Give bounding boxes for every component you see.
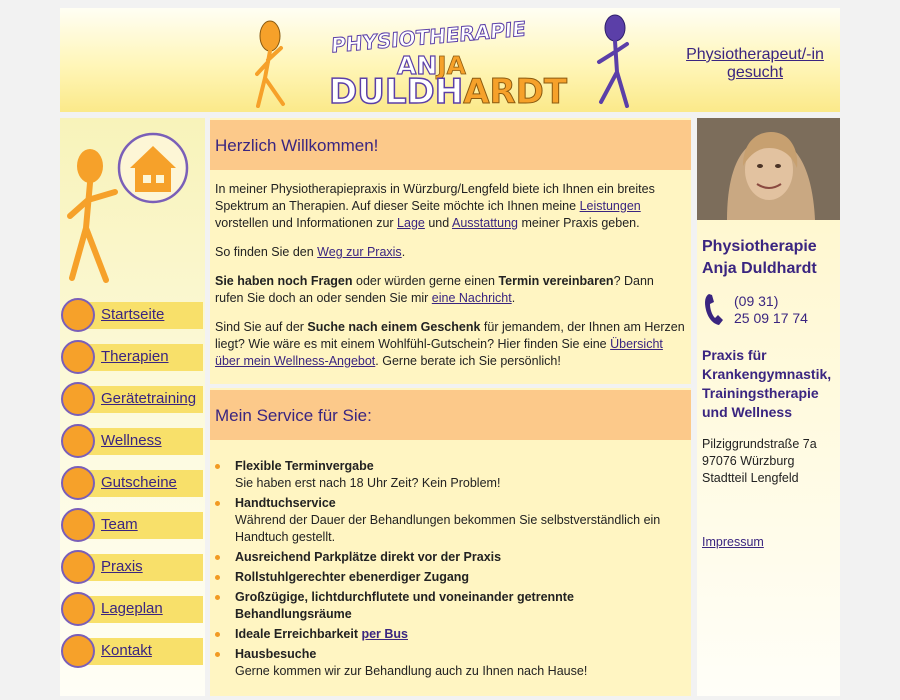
stick-figure-right-icon [599,15,627,106]
left-sidebar [60,118,205,696]
list-item: Flexible Terminvergabe Sie haben erst nach 18 Uhr Zeit? Kein Problem! [235,458,685,492]
link-nachricht[interactable]: eine Nachricht [431,291,512,305]
logo-firstname: ANJA [397,51,466,80]
practice-name: Physiotherapie Anja Duldhardt [702,238,817,277]
job-offer-link[interactable]: Physiotherapeut/-in gesucht [686,46,824,81]
right-sidebar [697,118,840,696]
nav-item-gutscheine[interactable]: Gutscheine [60,464,205,506]
phone-icon [703,292,727,326]
nav-item-startseite[interactable]: Startseite [60,296,205,338]
nav-item-team[interactable]: Team [60,506,205,548]
welcome-title: Herzlich Willkommen! [215,136,379,155]
list-item: Rollstuhlgerechter ebenerdiger Zugang [235,569,685,586]
service-box [210,388,691,696]
phone-number[interactable]: (09 31) 25 09 17 74 [734,293,808,326]
welcome-paragraph-2: So finden Sie den Weg zur Praxis. [215,245,406,259]
therapy-icon [61,550,95,584]
logo[interactable] [255,8,640,112]
welcome-box [210,118,691,384]
list-item: Ideale Erreichbarkeit per Bus [235,626,685,643]
nav-item-therapien[interactable]: Therapien [60,338,205,380]
map-icon [61,592,95,626]
voucher-icon [61,466,95,500]
impressum-link[interactable]: Impressum [702,535,764,549]
logo-line1: PHYSIOTHERAPIE [330,16,527,58]
house-circle-icon [119,134,187,202]
nav-item-praxis[interactable]: Praxis [60,548,205,590]
main-content [210,118,691,696]
list-item: Großzügige, lichtdurchflutete und voneinander getrennte Behandlungsräume [235,589,685,623]
link-wellness-angebot[interactable]: Übersicht über mein Wellness-Angebot [215,337,663,368]
practice-address: Pilziggrundstraße 7a 97076 Würzburg Stadtteil Lengfeld [702,437,817,485]
person-icon [61,508,95,542]
welcome-text [215,181,685,382]
link-leistungen[interactable]: Leistungen [579,199,641,213]
link-weg-zur-praxis[interactable]: Weg zur Praxis [317,245,402,259]
list-item: Hausbesuche Gerne kommen wir zur Behandlung auch zu Ihnen nach Hause! [235,646,685,680]
mail-icon [61,634,95,668]
stones-icon [61,424,95,458]
exercise-icon [61,382,95,416]
service-title: Mein Service für Sie: [215,406,372,425]
header-banner [60,8,840,112]
nav-item-lageplan[interactable]: Lageplan [60,590,205,632]
link-per-bus[interactable]: per Bus [361,627,408,641]
hands-icon [61,340,95,374]
house-icon [61,298,95,332]
stick-figure-left-icon [257,21,283,106]
logo-lastname: DULDHARDT [329,72,568,112]
welcome-header [210,120,691,170]
list-item: Handtuchservice Während der Dauer der Behandlungen bekommen Sie selbstverständlich ein Handtuch gestellt. [235,495,685,546]
welcome-paragraph-1: In meiner Physiotherapiepraxis in Würzburg/Lengfeld biete ich Ihnen ein breites Spektrum an Therapien. Auf dieser Seite möchte ich Ihnen meine Leistungen vorstellen und Informationen zur Lage und Ausstattung meiner Praxis geben. [215,182,655,230]
welcome-paragraph-3: Sie haben noch Fragen oder würden gerne einen Termin vereinbaren? Dann rufen Sie doch an oder senden Sie mir eine Nachricht. [215,274,654,305]
welcome-paragraph-4: Sind Sie auf der Suche nach einem Geschenk für jemandem, der Ihnen am Herzen liegt? Wie wäre es mit einem Wohlfühl-Gutschein? Hier finden Sie eine Übersicht über mein Wellness-Angebot. Gerne berate ich Sie persönlich! [215,320,685,368]
stick-figure-walking-icon [70,149,115,280]
main-nav [60,296,205,674]
nav-item-kontakt[interactable]: Kontakt [60,632,205,674]
link-ausstattung[interactable]: Ausstattung [451,216,518,230]
link-lage[interactable]: Lage [397,216,425,230]
service-header [210,390,691,440]
list-item: Ausreichend Parkplätze direkt vor der Praxis [235,549,685,566]
nav-item-wellness[interactable]: Wellness [60,422,205,464]
practice-description: Praxis für Krankengymnastik, Trainingstherapie und Wellness [702,347,832,420]
service-list [235,458,685,683]
sidebar-illustration [60,118,205,293]
nav-item-geraetetraining[interactable]: Gerätetraining [60,380,205,422]
portrait-photo [697,118,840,220]
